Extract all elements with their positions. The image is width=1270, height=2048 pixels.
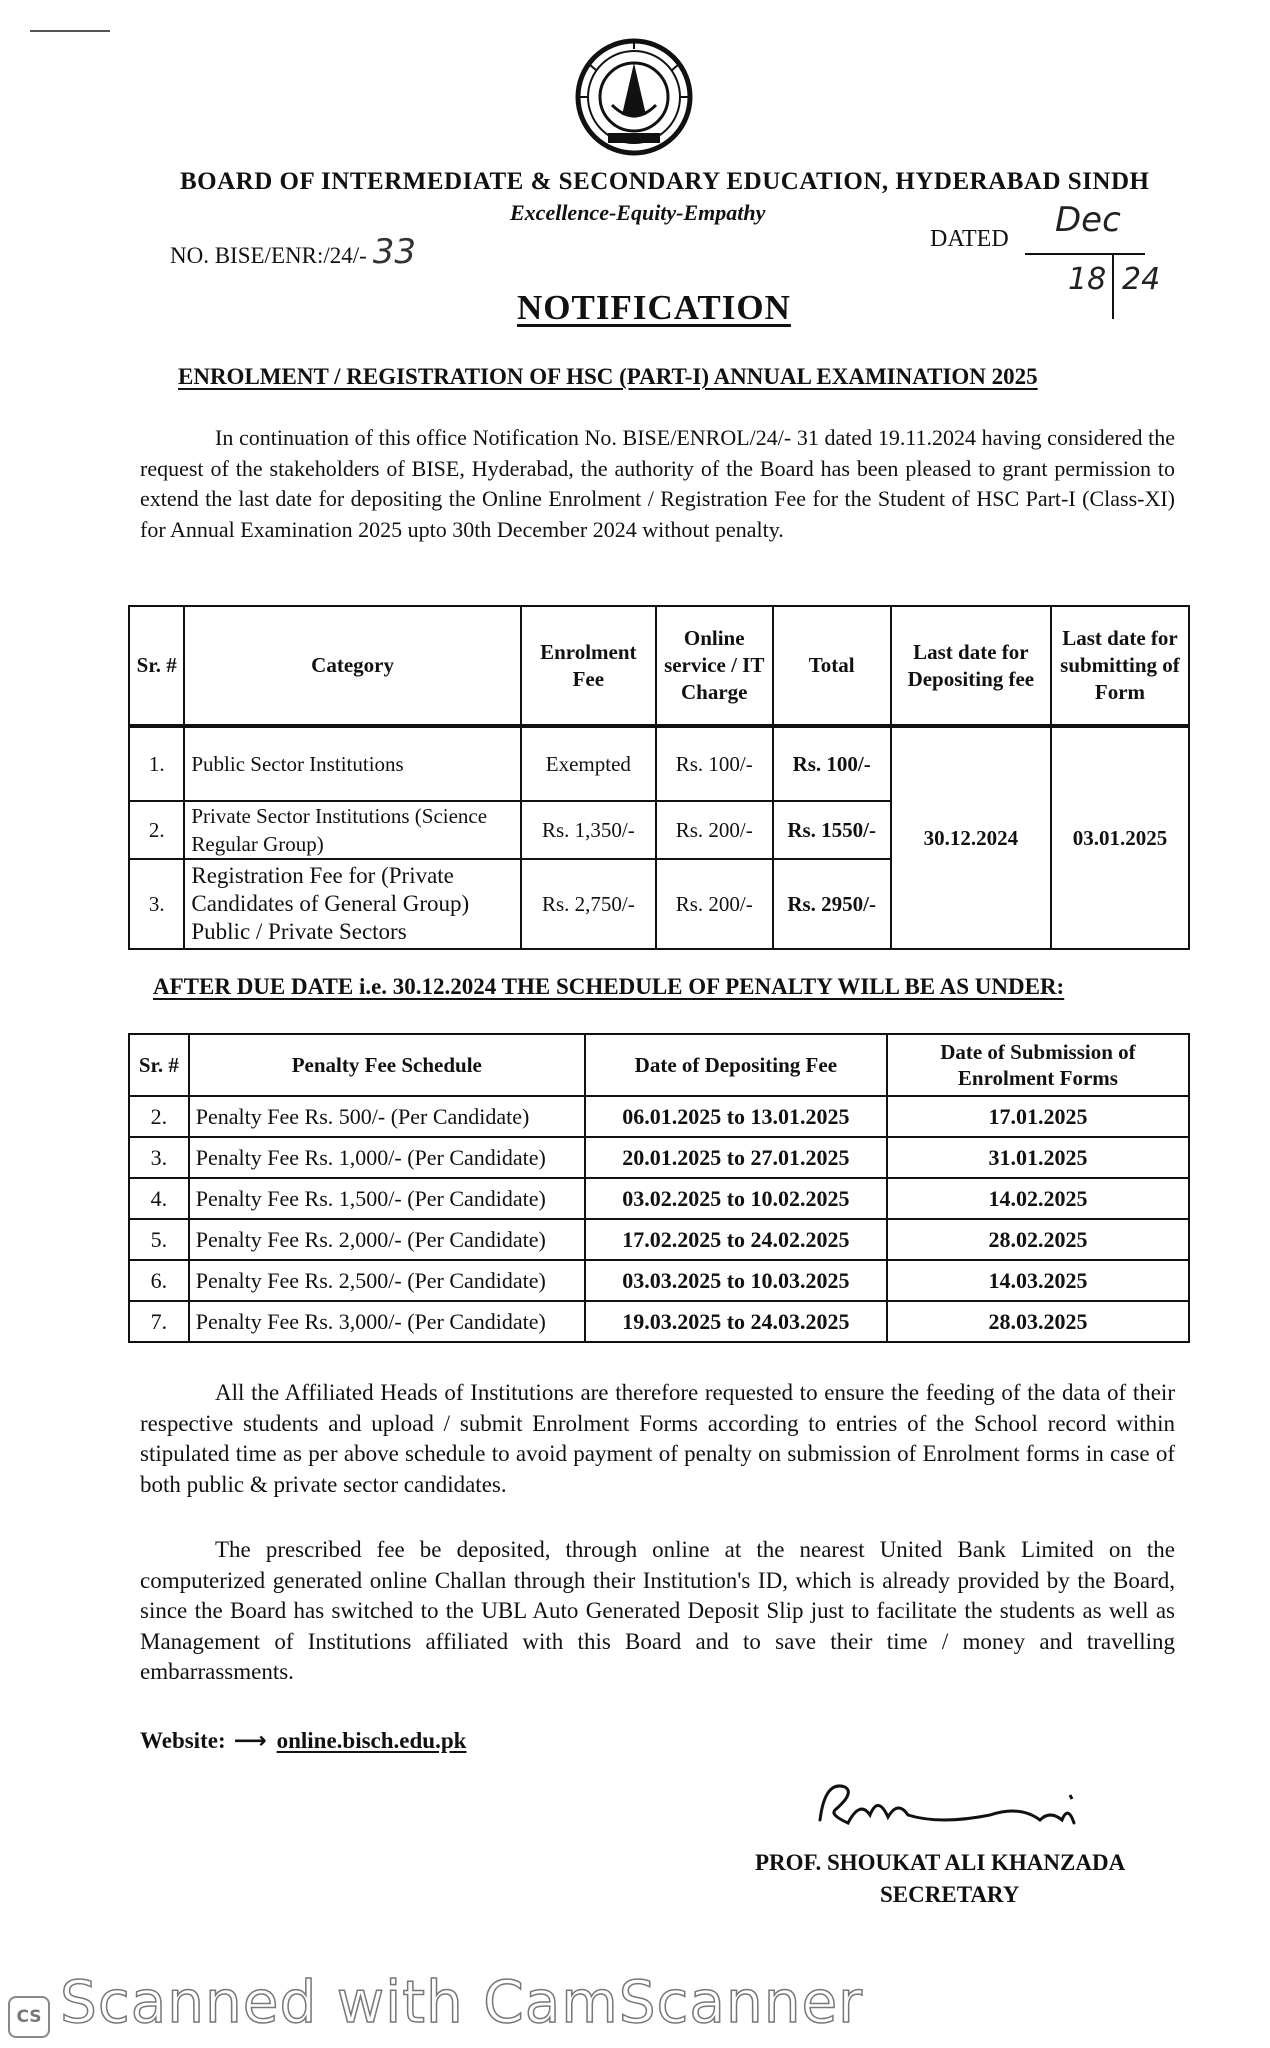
cell-penalty: Penalty Fee Rs. 500/- (Per Candidate)	[189, 1096, 585, 1137]
cell-submission: 14.02.2025	[887, 1178, 1189, 1219]
board-name: BOARD OF INTERMEDIATE & SECONDARY EDUCATION, HYDERABAD SINDH	[180, 168, 1150, 195]
website-link[interactable]: online.bisch.edu.pk	[276, 1728, 467, 1753]
penalty-heading: AFTER DUE DATE i.e. 30.12.2024 THE SCHEDULE OF PENALTY WILL BE AS UNDER:	[153, 974, 1065, 999]
reference-label: NO. BISE/ENR:/24/-	[170, 243, 367, 268]
cell-penalty: Penalty Fee Rs. 3,000/- (Per Candidate)	[189, 1301, 585, 1342]
board-motto: Excellence-Equity-Empathy	[510, 200, 766, 225]
cell-submission: 31.01.2025	[887, 1137, 1189, 1178]
scan-mark	[30, 30, 110, 32]
table-row	[129, 1137, 1189, 1178]
cell-deposit: 20.01.2025 to 27.01.2025	[585, 1137, 887, 1178]
date-handwritten-month: Dec	[1055, 200, 1121, 240]
table-row	[129, 1178, 1189, 1219]
cell-sr: 2.	[129, 801, 184, 859]
paragraph-instructions-text: All the Affiliated Heads of Institutions are therefore requested to ensure the feeding of the data of their respective students and upload / submit Enrolment Forms according to entries of the School record within stipulated time as per above schedule to avoid payment of penalty on submission of Enrolment forms in case of both public & private sector candidates.	[140, 1380, 1175, 1497]
paragraph-instructions	[140, 1378, 1175, 1500]
scanner-watermark: Scanned with CamScanner	[60, 1968, 864, 2036]
date-handwritten-year: 24	[1122, 262, 1161, 297]
cell-fee: Rs. 1,350/-	[521, 801, 656, 859]
cell-penalty: Penalty Fee Rs. 2,000/- (Per Candidate)	[189, 1219, 585, 1260]
dated-label: DATED	[930, 226, 1009, 252]
cell-sr: 4.	[129, 1178, 189, 1219]
website-line	[140, 1728, 466, 1754]
date-handwritten-day-year	[1068, 262, 1106, 297]
col-header-sr: Sr. #	[129, 1034, 189, 1096]
cell-sr: 5.	[129, 1219, 189, 1260]
cell-category: Registration Fee for (Private Candidates of General Group) Public / Private Sectors	[184, 859, 520, 949]
reference-number	[170, 232, 416, 272]
arrow-right-icon: ⟶	[233, 1728, 267, 1754]
date-line	[1025, 253, 1145, 255]
cell-submission: 28.02.2025	[887, 1219, 1189, 1260]
cell-total: Rs. 1550/-	[773, 801, 891, 859]
table-row	[129, 1219, 1189, 1260]
board-seal-logo	[572, 35, 696, 159]
col-header-enrolment-fee: Enrolment Fee	[521, 606, 656, 726]
cell-fee: Rs. 2,750/-	[521, 859, 656, 949]
cell-deposit: 03.02.2025 to 10.02.2025	[585, 1178, 887, 1219]
cell-category: Private Sector Institutions (Science Regular Group)	[184, 801, 520, 859]
cell-penalty: Penalty Fee Rs. 1,500/- (Per Candidate)	[189, 1178, 585, 1219]
cell-sr: 7.	[129, 1301, 189, 1342]
cell-total: Rs. 100/-	[773, 726, 891, 801]
website-label: Website:	[140, 1728, 226, 1753]
penalty-table	[128, 1033, 1190, 1343]
cell-submission: 17.01.2025	[887, 1096, 1189, 1137]
col-header-total: Total	[773, 606, 891, 726]
reference-handwritten-number: 33	[372, 232, 417, 272]
cell-deposit: 06.01.2025 to 13.01.2025	[585, 1096, 887, 1137]
col-header-submission-date: Date of Submission of Enrolment Forms	[887, 1034, 1189, 1096]
handwritten-signature	[800, 1765, 1130, 1855]
cell-total: Rs. 2950/-	[773, 859, 891, 949]
paragraph-payment-text: The prescribed fee be deposited, through online at the nearest United Bank Limited on the computerized generated online Challan through their Institution's ID, which is already provided by the Board, since the Board has switched to the UBL Auto Generated Deposit Slip just to facilitate the students as well as Management of Institutions affiliated with this Board and to save their time / money and travelling embarrassments.	[140, 1537, 1175, 1684]
cell-deposit: 03.03.2025 to 10.03.2025	[585, 1260, 887, 1301]
table-row	[129, 1301, 1189, 1342]
col-header-penalty-schedule: Penalty Fee Schedule	[189, 1034, 585, 1096]
col-header-category: Category	[184, 606, 520, 726]
cell-last-date-fee: 30.12.2024	[891, 726, 1051, 949]
fee-table	[128, 605, 1190, 950]
paragraph-extension	[140, 423, 1175, 545]
signatory-name: PROF. SHOUKAT ALI KHANZADA	[755, 1850, 1126, 1875]
cell-submission: 28.03.2025	[887, 1301, 1189, 1342]
cell-penalty: Penalty Fee Rs. 1,000/- (Per Candidate)	[189, 1137, 585, 1178]
col-header-last-date-fee: Last date for Depositing fee	[891, 606, 1051, 726]
cell-sr: 6.	[129, 1260, 189, 1301]
cell-penalty: Penalty Fee Rs. 2,500/- (Per Candidate)	[189, 1260, 585, 1301]
cell-sr: 2.	[129, 1096, 189, 1137]
col-header-online-charge: Online service / IT Charge	[656, 606, 773, 726]
camscanner-badge: CS	[8, 1996, 50, 2038]
table-row	[129, 726, 1189, 801]
signatory-title: SECRETARY	[880, 1882, 1020, 1907]
notification-subject: ENROLMENT / REGISTRATION OF HSC (PART-I) ANNUAL EXAMINATION 2025	[178, 364, 1038, 389]
paragraph-extension-text: In continuation of this office Notification No. BISE/ENROL/24/- 31 dated 19.11.2024 having considered the request of the stakeholders of BISE, Hyderabad, the authority of the Board has been pleased to grant permission to extend the last date for depositing the Online Enrolment / Registration Fee for the Student of HSC Part-I (Class-XI) for Annual Examination 2025 upto 30th December 2024 without penalty.	[140, 425, 1175, 542]
cell-deposit: 19.03.2025 to 24.03.2025	[585, 1301, 887, 1342]
cell-charge: Rs. 200/-	[656, 801, 773, 859]
cell-sr: 3.	[129, 1137, 189, 1178]
col-header-deposit-date: Date of Depositing Fee	[585, 1034, 887, 1096]
cell-last-date-form: 03.01.2025	[1051, 726, 1189, 949]
cell-submission: 14.03.2025	[887, 1260, 1189, 1301]
date-day: 18	[1068, 262, 1107, 297]
cell-fee: Exempted	[521, 726, 656, 801]
cell-category: Public Sector Institutions	[184, 726, 520, 801]
table-row	[129, 1096, 1189, 1137]
paragraph-payment	[140, 1535, 1175, 1688]
col-header-sr: Sr. #	[129, 606, 184, 726]
date-divider	[1112, 254, 1114, 319]
cell-charge: Rs. 200/-	[656, 859, 773, 949]
cell-sr: 1.	[129, 726, 184, 801]
col-header-last-date-form: Last date for submitting of Form	[1051, 606, 1189, 726]
notification-title: NOTIFICATION	[517, 288, 791, 327]
cell-deposit: 17.02.2025 to 24.02.2025	[585, 1219, 887, 1260]
cell-sr: 3.	[129, 859, 184, 949]
cell-charge: Rs. 100/-	[656, 726, 773, 801]
table-row	[129, 1260, 1189, 1301]
